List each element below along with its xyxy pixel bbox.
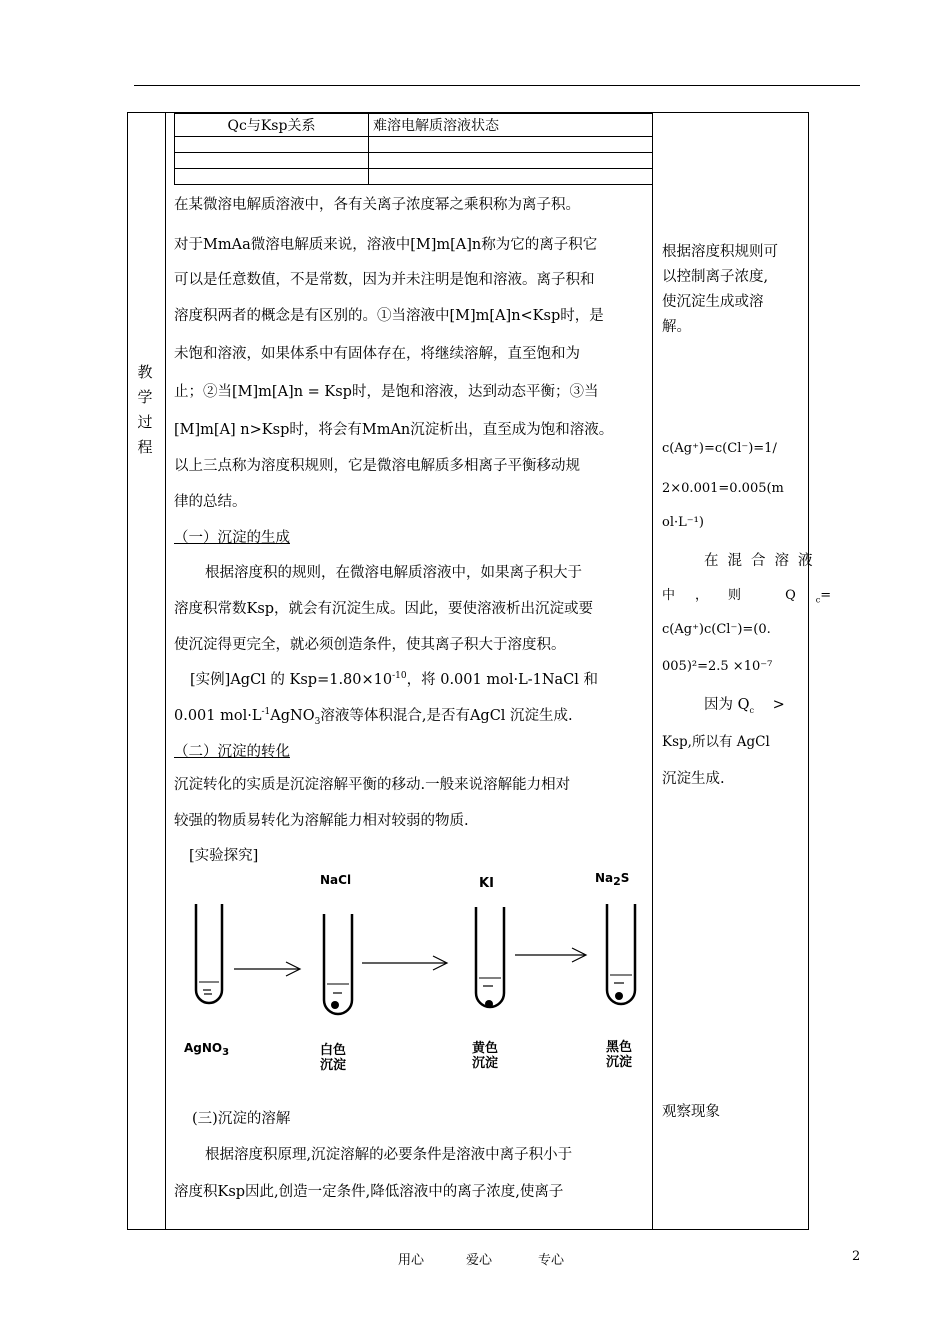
header-rule xyxy=(134,85,860,86)
example-line-2: 0.001 $mol\cdot L^{-1}AgNO_3$溶液等体积混合,是否有AgCl 沉淀生成. xyxy=(174,707,573,727)
footer-motto-1: 用心 xyxy=(398,1253,425,1268)
right-note-line: 以控制离子浓度, xyxy=(662,269,769,285)
experiment-label: [实验探究] xyxy=(189,848,259,864)
page-number: 2 xyxy=(852,1249,861,1264)
column-divider-left xyxy=(165,112,166,1230)
ppt-yellow-line2: 沉淀 xyxy=(472,1056,499,1071)
side-label: 教 学 过 程 xyxy=(137,363,153,456)
section-heading-conversion: （二）沉淀的转化 xyxy=(174,744,290,760)
ppt-white-line1: 白色 xyxy=(320,1043,347,1058)
calc-line: c(Ag⁺)c(Cl⁻)=(0. xyxy=(662,622,771,637)
calc-line: 2×0.001=0.005(m xyxy=(662,481,784,496)
calc-line: 在混合溶液 xyxy=(704,553,822,569)
ion-product-definition: 在某微溶电解质溶液中，各有关离子浓度幂之乘积称为离子积。 xyxy=(174,197,580,213)
reagent-nacl: NaCl xyxy=(320,873,352,887)
section-heading-formation: （一）沉淀的生成 xyxy=(174,530,290,546)
table-row xyxy=(175,137,653,153)
calc-line: 005)²=2.5 ×10⁻⁷ xyxy=(662,659,773,674)
ppt-yellow-line1: 黄色 xyxy=(472,1041,499,1056)
calc-line: 中，则 $Q_c=$ xyxy=(662,588,832,605)
paragraph-line: 对于MmAa微溶电解质来说，溶液中[M]m[A]n称为它的离子积它 xyxy=(174,237,598,253)
paragraph-line: 沉淀转化的实质是沉淀溶解平衡的移动.一般来说溶解能力相对 xyxy=(174,777,571,793)
reagent-na2s: Na2S xyxy=(595,871,630,888)
table-header-state: 难溶电解质溶液状态 xyxy=(369,114,653,137)
precipitate-dot xyxy=(331,1001,339,1009)
paragraph-line: 溶度积Ksp因此,创造一定条件,降低溶液中的离子浓度,使离子 xyxy=(174,1184,564,1200)
paragraph-line: 可以是任意数值，不是常数，因为并未注明是饱和溶液。离子积和 xyxy=(174,272,595,288)
precipitate-dot xyxy=(485,1000,493,1008)
calc-line: ol·L⁻¹) xyxy=(662,515,704,530)
precipitate-dot xyxy=(615,992,623,1000)
table-row xyxy=(175,169,653,185)
right-note-line: 根据溶度积规则可 xyxy=(662,244,778,260)
paragraph-line: 未饱和溶液，如果体系中有固体存在，将继续溶解，直至饱和为 xyxy=(174,346,580,362)
paragraph-line: 根据溶度积原理,沉淀溶解的必要条件是溶液中离子积小于 xyxy=(205,1147,573,1163)
ppt-black-line2: 沉淀 xyxy=(606,1055,633,1070)
paragraph-line: 溶度积两者的概念是有区别的。①当溶液中[M]m[A]n<Ksp时，是 xyxy=(174,308,604,324)
arrow-right-3 xyxy=(515,948,586,962)
observe-note: 观察现象 xyxy=(662,1104,720,1120)
precipitate-conversion-diagram xyxy=(170,862,648,1072)
arrow-right-2 xyxy=(362,956,447,970)
table-header-relation: Qc与Ksp关系 xyxy=(175,114,369,137)
table-row xyxy=(175,153,653,169)
paragraph-line: 使沉淀得更完全，就必须创造条件，使其离子积大于溶度积。 xyxy=(174,637,566,653)
test-tube-2 xyxy=(324,914,352,1014)
paragraph-line: [M]m[A] n>Ksp时，将会有MmAn沉淀析出，直至成为饱和溶液。 xyxy=(174,422,614,438)
paragraph-line: 较强的物质易转化为溶解能力相对较弱的物质. xyxy=(174,813,469,829)
qc-ksp-table xyxy=(174,113,653,185)
paragraph-line: 止；②当[M]m[A]n = Ksp时，是饱和溶液，达到动态平衡；③当 xyxy=(174,384,599,400)
example-line-1: [实例]AgCl 的 $Ksp=1.80\times 10^{-10}$，将 0.001 mol·L-1NaCl 和 xyxy=(190,671,598,688)
calc-line: c(Ag⁺)=c(Cl⁻)=1/ xyxy=(662,441,777,456)
test-tube-3 xyxy=(476,907,504,1008)
ppt-black-line1: 黑色 xyxy=(606,1040,633,1055)
calc-line: 因为 $Q_c$ > xyxy=(704,697,785,715)
footer-motto-3: 专心 xyxy=(538,1253,565,1268)
arrow-right-1 xyxy=(234,962,300,976)
footer-motto-2: 爱心 xyxy=(466,1253,493,1268)
calc-line: 沉淀生成. xyxy=(662,771,725,787)
paragraph-line: 以上三点称为溶度积规则，它是微溶电解质多相离子平衡移动规 xyxy=(174,458,580,474)
paragraph-line: 根据溶度积的规则，在微溶电解质溶液中，如果离子积大于 xyxy=(205,565,582,581)
calc-line: Ksp,所以有 AgCl xyxy=(662,734,770,750)
right-note-line: 解。 xyxy=(662,319,691,335)
right-note-line: 使沉淀生成或溶 xyxy=(662,294,764,310)
label-agno3: AgNO$_3$ xyxy=(184,1041,230,1058)
paragraph-line: 溶度积常数Ksp，就会有沉淀生成。因此，要使溶液析出沉淀或要 xyxy=(174,601,594,617)
paragraph-line: 律的总结。 xyxy=(174,494,247,510)
section-heading-dissolution: (三)沉淀的溶解 xyxy=(192,1111,291,1127)
test-tube-1 xyxy=(196,904,222,1003)
ppt-white-line2: 沉淀 xyxy=(320,1058,347,1072)
reagent-ki: KI xyxy=(479,876,494,891)
column-divider-right xyxy=(652,112,653,1230)
test-tube-4 xyxy=(607,904,635,1004)
